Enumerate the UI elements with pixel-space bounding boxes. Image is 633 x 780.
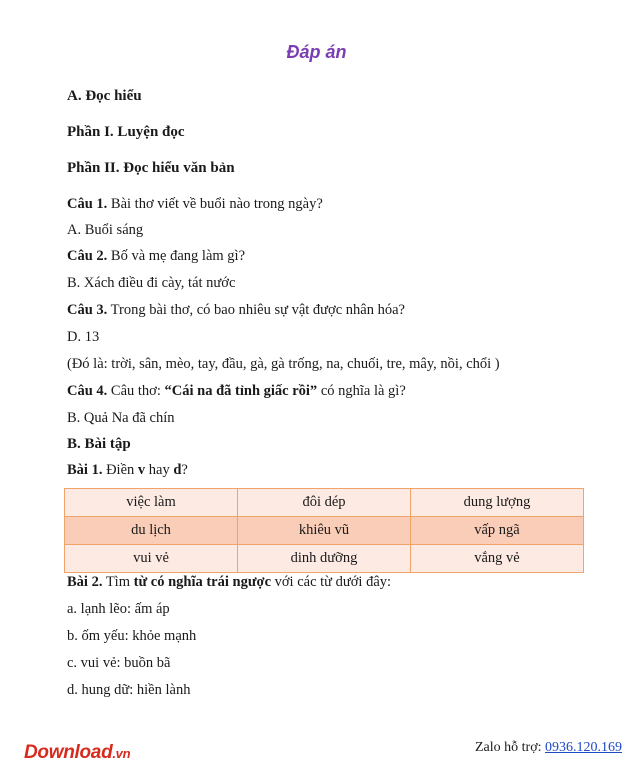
question-4-text-pre: Câu thơ: — [107, 383, 165, 399]
zalo-support — [475, 740, 622, 756]
section-b-heading: B. Bài tập — [67, 436, 131, 452]
question-3-label: Câu 3. — [67, 302, 108, 318]
question-2 — [67, 248, 245, 265]
logo-suffix: .vn — [112, 746, 131, 761]
answer-2: B. Xách điều đi cày, tát nước — [67, 275, 236, 291]
exercise-1 — [67, 462, 188, 479]
zalo-label: Zalo hỗ trợ: — [475, 740, 545, 755]
table-cell: đôi dép — [238, 489, 411, 517]
question-1-text: Bài thơ viết về buổi nào trong ngày? — [107, 196, 323, 212]
part-2-heading: Phần II. Đọc hiểu văn bản — [67, 160, 235, 176]
exercise-2 — [67, 574, 391, 591]
table-cell: vấp ngã — [411, 517, 584, 545]
question-3 — [67, 302, 405, 319]
page-title: Đáp án — [286, 42, 347, 62]
question-1 — [67, 196, 323, 213]
question-3-text: Trong bài thơ, có bao nhiêu sự vật được nhân hóa? — [107, 302, 405, 318]
question-1-label: Câu 1. — [67, 196, 108, 212]
question-4-text-post: có nghĩa là gì? — [317, 383, 406, 399]
exercise-1-d: d — [173, 462, 182, 478]
exercise-1-v: v — [137, 462, 146, 478]
section-a-heading: A. Đọc hiểu — [67, 88, 142, 104]
exercise-2-emphasis: từ có nghĩa trái ngược — [133, 574, 272, 590]
question-2-text: Bố và mẹ đang làm gì? — [107, 248, 246, 264]
fill-in-table — [64, 488, 584, 573]
exercise-2-answer: a. lạnh lẽo: ấm áp — [67, 601, 170, 617]
question-4-label: Câu 4. — [67, 383, 108, 399]
exercise-2-answer: c. vui vẻ: buồn bã — [67, 655, 171, 671]
exercise-2-text-pre: Tìm — [102, 574, 134, 590]
exercise-1-end: ? — [181, 462, 188, 478]
table-cell: dung lượng — [411, 489, 584, 517]
part-1-heading: Phần I. Luyện đọc — [67, 124, 185, 140]
table-cell: việc làm — [65, 489, 238, 517]
exercise-2-answer: d. hung dữ: hiền lành — [67, 682, 191, 698]
table-cell: vắng vẻ — [411, 545, 584, 573]
exercise-2-answer: b. ốm yếu: khỏe mạnh — [67, 628, 197, 644]
table-cell: du lịch — [65, 517, 238, 545]
exercise-1-text: Điền — [102, 462, 138, 478]
table-cell: vui vẻ — [65, 545, 238, 573]
exercise-2-label: Bài 2. — [67, 574, 103, 590]
question-4 — [67, 383, 406, 400]
answer-3-note: (Đó là: trời, sân, mèo, tay, đầu, gà, gà trống, na, chuối, tre, mây, nồi, chổi ) — [67, 356, 500, 372]
logo-text: Download — [24, 742, 113, 763]
table-row — [65, 489, 584, 517]
question-4-quote: “Cái na đã tỉnh giấc rồi” — [164, 383, 318, 399]
table-row — [65, 545, 584, 573]
table-row — [65, 517, 584, 545]
phone-link[interactable]: 0936.120.169 — [545, 740, 622, 755]
download-logo[interactable] — [24, 742, 130, 764]
exercise-2-text-post: với các từ dưới đây: — [271, 574, 392, 590]
answer-1: A. Buổi sáng — [67, 222, 144, 238]
exercise-1-mid: hay — [145, 462, 174, 478]
table-cell: khiêu vũ — [238, 517, 411, 545]
question-2-label: Câu 2. — [67, 248, 108, 264]
exercise-1-label: Bài 1. — [67, 462, 103, 478]
answer-4: B. Quả Na đã chín — [67, 410, 175, 426]
table-cell: dinh dưỡng — [238, 545, 411, 573]
answer-3: D. 13 — [67, 329, 100, 345]
